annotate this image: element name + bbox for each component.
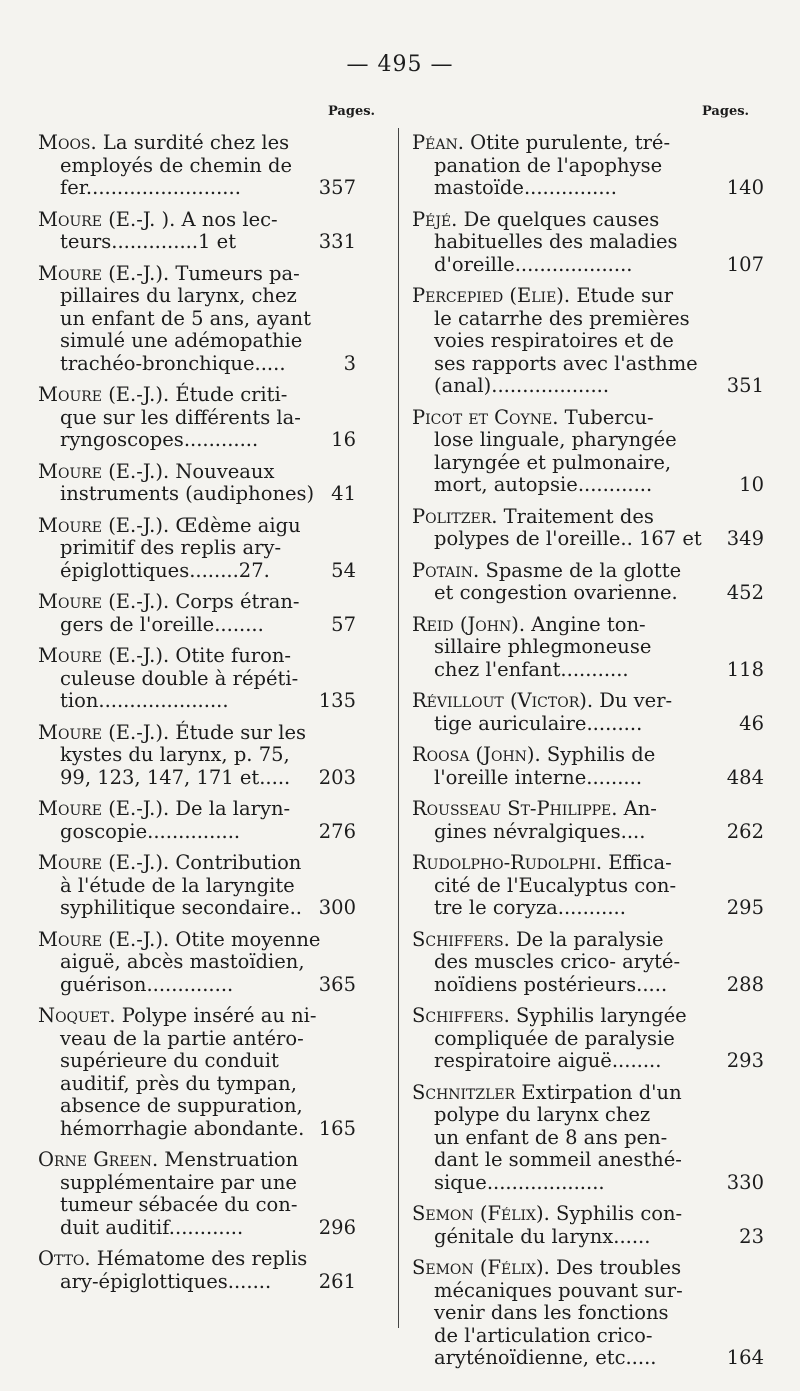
entry-page-number: 365: [318, 972, 356, 996]
entry-text-line: Tubercu-: [564, 405, 654, 429]
entry-text-line: un enfant de 5 ans, ayant: [60, 306, 311, 330]
entry-text-line: polypes de l'oreille.. 167 et: [434, 527, 702, 550]
entry-text-line: 99, 123, 147, 171 et.....: [60, 765, 291, 789]
entry-text-line: Effica-: [608, 851, 672, 874]
entry-text-line: chez l'enfant...........: [434, 657, 629, 681]
entry-text-line: A nos lec-: [181, 207, 278, 231]
index-entry: [412, 798, 764, 843]
entry-text-line: tre le coryza...........: [434, 896, 626, 919]
entry-page-number: 261: [318, 1269, 356, 1293]
index-entry: [38, 645, 356, 713]
entry-page-number: 23: [739, 1224, 764, 1248]
index-entry: [38, 798, 356, 843]
index-entry: [38, 132, 356, 200]
entry-author: Révillout (Victor).: [412, 689, 600, 712]
entry-text-line: Étude criti-: [175, 383, 288, 406]
entry-author: Roosa (John).: [412, 743, 547, 766]
index-entry: [38, 209, 356, 254]
index-entry: [38, 1248, 356, 1293]
entry-text-line: ary-épiglottiques.......: [60, 1269, 272, 1293]
index-entry: [412, 929, 764, 997]
index-entry: [412, 1257, 764, 1370]
index-entry: [38, 1149, 356, 1239]
entry-author: Percepied (Elie).: [412, 284, 577, 307]
entry-text-line: dant le sommeil anesthé-: [434, 1148, 682, 1171]
entry-text-line: Spasme de la glotte: [485, 558, 682, 582]
entry-page-number: 295: [726, 896, 764, 919]
entry-text-line: à l'étude de la laryngite: [60, 873, 295, 897]
entry-text-line: tumeur sébacée du con-: [60, 1193, 298, 1216]
entry-text-line: La surdité chez les: [102, 131, 290, 154]
column-divider: [398, 128, 399, 1328]
index-entry: [38, 722, 356, 790]
entry-author: Schiffers.: [412, 927, 516, 951]
entry-author: Schiffers.: [412, 1004, 516, 1027]
entry-author: Péjé.: [412, 207, 464, 231]
entry-text-line: tion.....................: [60, 689, 229, 712]
entry-text-line: ryngoscopes............: [60, 428, 259, 451]
entry-text-line: d'oreille...................: [434, 252, 633, 276]
entry-text-line: tige auriculaire.........: [434, 711, 643, 735]
entry-page-number: 357: [318, 176, 356, 199]
entry-text-line: Syphilis de: [546, 743, 656, 766]
left-column: [38, 132, 356, 1302]
entry-text-line: l'oreille interne.........: [434, 765, 643, 789]
index-entry: [412, 1005, 764, 1073]
entry-text-line: mécaniques pouvant sur-: [434, 1278, 683, 1302]
entry-text-line: de l'articulation crico-: [434, 1323, 653, 1347]
entry-text-line: Œdème aigu: [175, 513, 301, 537]
index-entry: [38, 515, 356, 583]
entry-text-line: sillaire phlegmoneuse: [434, 635, 652, 658]
entry-text-line: mastoïde...............: [434, 176, 617, 199]
entry-author: Schnitzler: [412, 1080, 522, 1104]
entry-page-number: 165: [318, 1116, 356, 1140]
index-entry: [412, 614, 764, 682]
entry-page-number: 288: [726, 972, 764, 996]
column-header-left: Pages.: [328, 104, 376, 119]
entry-author: Moure (E.-J.).: [38, 459, 176, 483]
entry-page-number: 293: [726, 1049, 764, 1072]
entry-text-line: venir dans les fonctions: [434, 1301, 669, 1324]
entry-author: Moure (E.-J.).: [38, 851, 176, 874]
entry-text-line: Etude sur: [576, 284, 674, 307]
column-header-right: Pages.: [702, 104, 750, 119]
entry-text-line: aiguë, abcès mastoïdien,: [60, 950, 305, 973]
entry-author: Moure (E.-J.).: [38, 927, 176, 951]
entry-text-line: panation de l'apophyse: [434, 153, 663, 177]
entry-text-line: fer.........................: [60, 176, 241, 199]
entry-text-line: Du ver-: [599, 689, 673, 712]
entry-page-number: 46: [739, 711, 764, 735]
entry-text-line: primitif des replis ary-: [60, 536, 282, 559]
index-entry: [412, 407, 764, 497]
index-entry: [38, 1005, 356, 1140]
entry-text-line: Des troubles: [556, 1256, 682, 1279]
index-entry: [38, 384, 356, 452]
entry-author: Moos.: [38, 131, 103, 154]
entry-text-line: Polype inséré au ni-: [121, 1004, 317, 1027]
entry-text-line: polype du larynx chez: [434, 1103, 651, 1126]
entry-author: Otto.: [38, 1247, 97, 1270]
entry-text-line: Menstruation: [164, 1148, 299, 1171]
entry-page-number: 118: [726, 657, 764, 681]
entry-author: Moure (E.-J.).: [38, 383, 176, 406]
index-entry: [412, 506, 764, 551]
entry-text-line: syphilitique secondaire..: [60, 896, 302, 919]
entry-page-number: 262: [726, 819, 764, 843]
entry-text-line: auditif, près du tympan,: [60, 1071, 297, 1095]
entry-page-number: 135: [318, 689, 356, 712]
entry-page-number: 3: [343, 351, 356, 375]
entry-text-line: trachéo-bronchique.....: [60, 351, 286, 375]
entry-page-number: 140: [726, 176, 764, 199]
index-entry: [38, 929, 356, 997]
entry-text-line: et congestion ovarienne.: [434, 581, 678, 604]
index-entry: [412, 1082, 764, 1195]
index-entry: [38, 852, 356, 920]
entry-text-line: Extirpation d'un: [521, 1080, 682, 1104]
entry-author: Rudolpho-Rudolphi.: [412, 851, 609, 874]
entry-text-line: duit auditif............: [60, 1215, 244, 1239]
entry-text-line: respiratoire aiguë........: [434, 1049, 662, 1072]
entry-page-number: 452: [726, 581, 764, 604]
entry-author: Péan.: [412, 131, 471, 154]
entry-author: Moure (E.-J.).: [38, 261, 176, 285]
entry-text-line: simulé une adémopathie: [60, 329, 303, 352]
index-entry: [412, 744, 764, 789]
index-entry: [412, 560, 764, 605]
page-number: — 495 —: [346, 52, 454, 77]
index-entry: [38, 591, 356, 636]
entry-text-line: Otite moyenne: [175, 927, 321, 951]
entry-text-line: des muscles crico- aryté-: [434, 950, 681, 973]
entry-author: Potain.: [412, 558, 486, 582]
entry-page-number: 164: [726, 1346, 764, 1369]
entry-text-line: que sur les différents la-: [60, 405, 301, 429]
entry-author: Rousseau St-Philippe.: [412, 797, 624, 820]
entry-text-line: pillaires du larynx, chez: [60, 284, 297, 307]
entry-text-line: veau de la partie antéro-: [60, 1026, 304, 1050]
entry-text-line: teurs..............1 et: [60, 230, 237, 253]
entry-text-line: aryténoïdienne, etc.....: [434, 1346, 657, 1369]
entry-text-line: culeuse double à répéti-: [60, 666, 299, 690]
entry-text-line: sique...................: [434, 1170, 605, 1194]
entry-text-line: ses rapports avec l'asthme: [434, 351, 698, 375]
entry-text-line: un enfant de 8 ans pen-: [434, 1125, 668, 1149]
entry-page-number: 107: [726, 252, 764, 276]
index-entry: [412, 209, 764, 277]
entry-text-line: épiglottiques........27.: [60, 558, 270, 582]
entry-text-line: Otite furon-: [175, 644, 291, 667]
entry-text-line: Nouveaux: [175, 459, 275, 483]
entry-author: Orne Green.: [38, 1148, 165, 1171]
entry-text-line: Hématome des replis: [96, 1247, 308, 1270]
entry-author: Moure (E.-J.).: [38, 590, 176, 613]
right-column: [412, 132, 764, 1379]
entry-text-line: Syphilis con-: [556, 1202, 683, 1225]
entry-text-line: Étude sur les: [175, 720, 307, 744]
entry-text-line: instruments (audiphones): [60, 482, 315, 505]
entry-page-number: 10: [739, 473, 764, 496]
entry-author: Moure (E.-J.).: [38, 720, 176, 744]
entry-text-line: Traitement des: [503, 504, 654, 528]
entry-text-line: absence de suppuration,: [60, 1094, 303, 1117]
entry-page-number: 349: [726, 527, 764, 550]
entry-text-line: laryngée et pulmonaire,: [434, 450, 672, 474]
index-entry: [412, 285, 764, 398]
entry-text-line: gines névralgiques....: [434, 819, 646, 843]
entry-text-line: cité de l'Eucalyptus con-: [434, 873, 677, 897]
index-entry: [412, 852, 764, 920]
entry-text-line: le catarrhe des premières: [434, 306, 690, 330]
entry-author: Reid (John).: [412, 612, 532, 636]
entry-page-number: 296: [318, 1215, 356, 1239]
entry-page-number: 300: [318, 896, 356, 919]
entry-text-line: noïdiens postérieurs.....: [434, 972, 668, 996]
index-entry: [38, 461, 356, 506]
entry-text-line: lose linguale, pharyngée: [434, 428, 677, 451]
index-entry: [38, 263, 356, 376]
entry-text-line: voies respiratoires et de: [434, 329, 674, 352]
entry-text-line: habituelles des maladies: [434, 230, 678, 253]
entry-text-line: De quelques causes: [463, 207, 660, 231]
entry-author: Moure (E.-J.).: [38, 797, 176, 820]
entry-text-line: Otite purulente, tré-: [470, 131, 671, 154]
entry-page-number: 57: [331, 612, 356, 636]
entry-text-line: supérieure du conduit: [60, 1049, 279, 1072]
entry-page-number: 16: [331, 428, 356, 451]
entry-page-number: 54: [331, 558, 356, 582]
entry-text-line: employés de chemin de: [60, 153, 293, 177]
entry-text-line: Contribution: [175, 851, 302, 874]
entry-page-number: 276: [318, 819, 356, 843]
entry-text-line: guérison..............: [60, 972, 234, 996]
index-entry: [412, 1203, 764, 1248]
entry-text-line: De la laryn-: [175, 797, 291, 820]
entry-text-line: génitale du larynx......: [434, 1224, 651, 1248]
entry-page-number: 41: [331, 482, 356, 505]
entry-text-line: Angine ton-: [531, 612, 646, 636]
entry-text-line: Corps étran-: [175, 590, 300, 613]
index-entry: [412, 690, 764, 735]
entry-author: Picot et Coyne.: [412, 405, 565, 429]
entry-page-number: 351: [726, 374, 764, 397]
entry-page-number: 203: [318, 765, 356, 789]
entry-author: Semon (Félix).: [412, 1256, 556, 1279]
entry-text-line: kystes du larynx, p. 75,: [60, 743, 290, 766]
entry-page-number: 484: [726, 765, 764, 789]
entry-text-line: An-: [623, 797, 657, 820]
entry-page-number: 330: [726, 1170, 764, 1194]
entry-page-number: 331: [318, 230, 356, 253]
entry-author: Noquet.: [38, 1004, 122, 1027]
entry-text-line: compliquée de paralysie: [434, 1026, 675, 1050]
entry-author: Moure (E.-J.).: [38, 513, 176, 537]
entry-text-line: gers de l'oreille........: [60, 612, 264, 636]
entry-text-line: (anal)...................: [434, 374, 610, 397]
entry-author: Politzer.: [412, 504, 504, 528]
entry-text-line: supplémentaire par une: [60, 1170, 297, 1194]
entry-text-line: Tumeurs pa-: [175, 261, 300, 285]
entry-text-line: De la paralysie: [516, 927, 664, 951]
entry-text-line: mort, autopsie............: [434, 473, 653, 496]
entry-text-line: hémorrhagie abondante.: [60, 1116, 305, 1140]
entry-text-line: goscopie...............: [60, 819, 241, 843]
entry-author: Moure (E.-J.).: [38, 644, 176, 667]
entry-author: Semon (Félix).: [412, 1202, 556, 1225]
index-entry: [412, 132, 764, 200]
entry-text-line: Syphilis laryngée: [516, 1004, 687, 1027]
entry-author: Moure (E.-J. ).: [38, 207, 182, 231]
